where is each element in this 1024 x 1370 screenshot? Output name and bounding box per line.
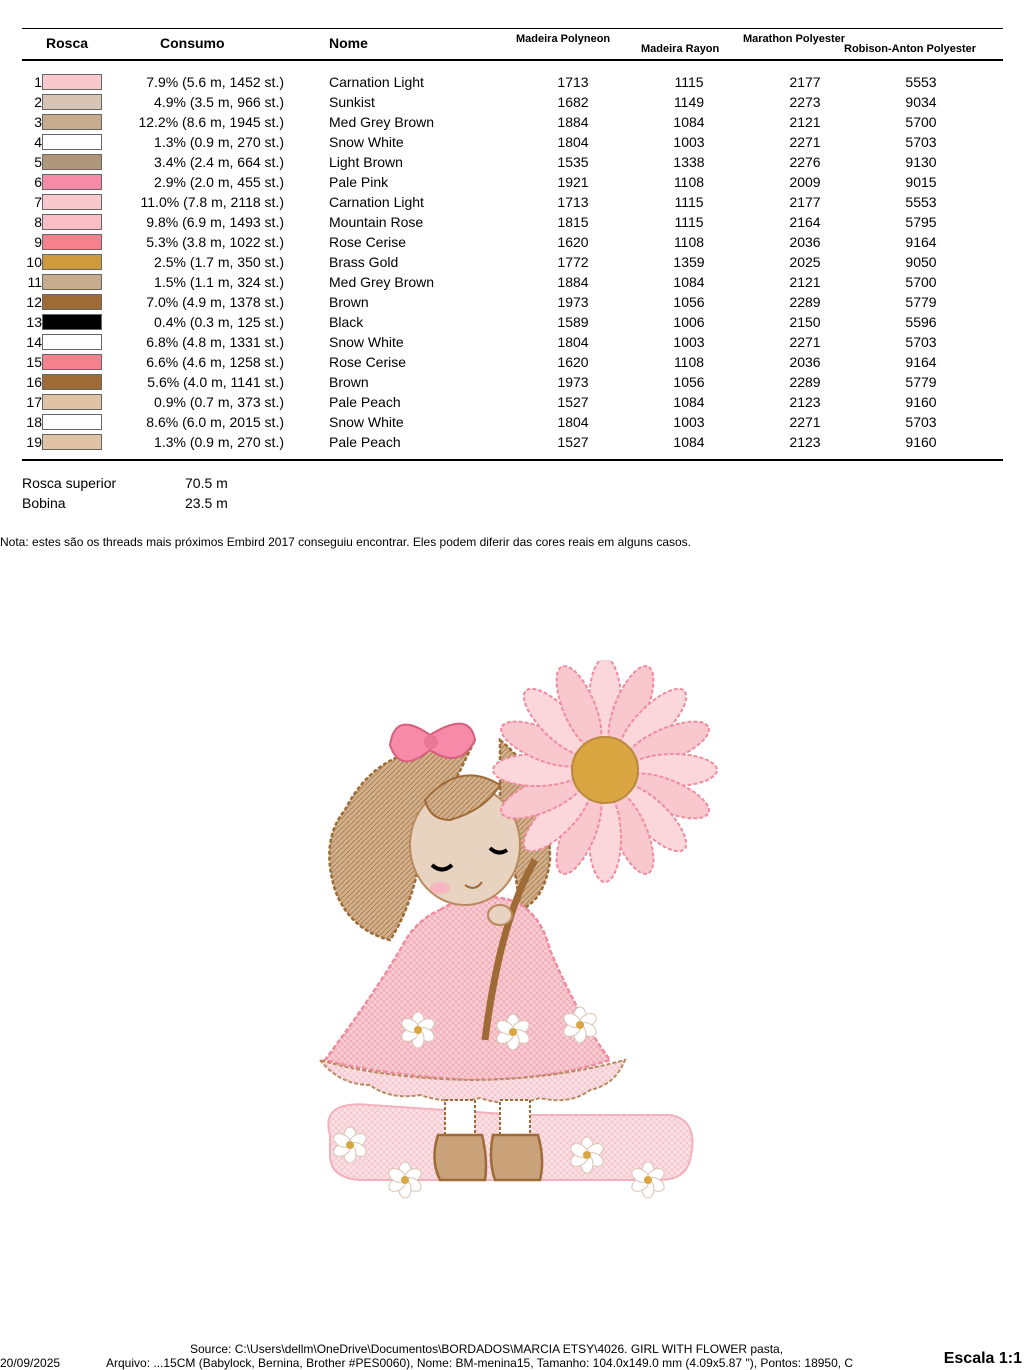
footer-source: Source: C:\Users\dellm\OneDrive\Documentos\BORDADOS\MARCIA ETSY\4026. GIRL WITH FLOWER pasta, [190, 1342, 784, 1356]
row-madeira-rayon: 1108 [673, 354, 705, 370]
row-nome: Med Grey Brown [329, 274, 435, 290]
table-row [0, 392, 1024, 412]
row-madeira-polyneon: 1921 [557, 174, 589, 190]
row-nome: Brass Gold [329, 254, 399, 270]
row-madeira-rayon: 1003 [673, 134, 705, 150]
table-row [0, 92, 1024, 112]
bobbin-value: 23.5 m [185, 495, 228, 511]
leg-left [445, 1100, 475, 1135]
row-madeira-polyneon: 1884 [557, 274, 589, 290]
row-madeira-rayon: 1115 [674, 74, 704, 90]
row-madeira-rayon: 1115 [674, 194, 704, 210]
row-madeira-rayon: 1084 [673, 274, 705, 290]
row-marathon: 2271 [789, 134, 821, 150]
row-madeira-rayon: 1108 [673, 174, 705, 190]
row-marathon: 2177 [789, 74, 821, 90]
color-swatch [42, 174, 102, 190]
table-row [0, 132, 1024, 152]
row-marathon: 2036 [789, 234, 821, 250]
row-marathon: 2009 [789, 174, 821, 190]
color-swatch [42, 154, 102, 170]
color-swatch [42, 254, 102, 270]
row-madeira-polyneon: 1527 [557, 434, 589, 450]
row-robison: 5795 [905, 214, 937, 230]
row-madeira-polyneon: 1620 [557, 354, 589, 370]
row-madeira-polyneon: 1713 [557, 74, 589, 90]
row-robison: 5779 [905, 294, 937, 310]
upper-thread-label: Rosca superior [22, 475, 117, 491]
row-number: 18 [26, 414, 42, 430]
row-robison: 9034 [905, 94, 937, 110]
shoe-right [491, 1135, 542, 1180]
header-madeira-rayon: Madeira Rayon [641, 43, 720, 55]
row-robison: 9160 [905, 434, 937, 450]
row-madeira-polyneon: 1527 [557, 394, 589, 410]
table-bottom-rule [22, 459, 1003, 461]
table-row [0, 292, 1024, 312]
thread-table-body [0, 72, 1024, 452]
header-madeira-polyneon: Madeira Polyneon [516, 33, 611, 45]
row-nome: Med Grey Brown [329, 114, 435, 130]
row-nome: Rose Cerise [329, 234, 407, 250]
row-madeira-polyneon: 1682 [557, 94, 589, 110]
row-marathon: 2177 [789, 194, 821, 210]
header-marathon-polyester: Marathon Polyester [743, 33, 846, 45]
row-madeira-polyneon: 1973 [557, 294, 589, 310]
row-marathon: 2273 [789, 94, 821, 110]
row-consumo: 2.5% (1.7 m, 350 st.) [154, 254, 284, 270]
row-marathon: 2276 [789, 154, 821, 170]
row-nome: Mountain Rose [329, 214, 424, 230]
header-rosca: Rosca [46, 35, 89, 51]
table-row [0, 232, 1024, 252]
row-number: 1 [34, 74, 42, 90]
row-nome: Light Brown [329, 154, 403, 170]
table-row [0, 332, 1024, 352]
row-robison: 5553 [905, 194, 937, 210]
row-consumo: 4.9% (3.5 m, 966 st.) [154, 94, 284, 110]
row-madeira-rayon: 1338 [673, 154, 705, 170]
row-robison: 9164 [905, 354, 937, 370]
table-row [0, 72, 1024, 92]
table-row [0, 172, 1024, 192]
row-number: 13 [26, 314, 42, 330]
table-row [0, 352, 1024, 372]
row-robison: 9160 [905, 394, 937, 410]
color-swatch [42, 414, 102, 430]
flower-center [572, 737, 638, 803]
header-robison-anton-polyester: Robison-Anton Polyester [844, 43, 977, 55]
color-swatch [42, 394, 102, 410]
row-number: 5 [34, 154, 42, 170]
upper-thread-value: 70.5 m [185, 475, 228, 491]
row-consumo: 5.3% (3.8 m, 1022 st.) [146, 234, 284, 250]
row-number: 3 [34, 114, 42, 130]
color-swatch [42, 134, 102, 150]
row-number: 2 [34, 94, 42, 110]
table-row [0, 432, 1024, 452]
table-row [0, 252, 1024, 272]
row-consumo: 9.8% (6.9 m, 1493 st.) [146, 214, 284, 230]
color-swatch [42, 94, 102, 110]
row-consumo: 0.9% (0.7 m, 373 st.) [154, 394, 284, 410]
color-swatch [42, 74, 102, 90]
row-marathon: 2271 [789, 334, 821, 350]
thread-note: Nota: estes são os threads mais próximos Embird 2017 conseguiu encontrar. Eles podem diferir das cores reais em alguns casos. [0, 535, 692, 549]
row-number: 15 [26, 354, 42, 370]
row-number: 10 [26, 254, 42, 270]
embroidery-preview [300, 660, 720, 1250]
table-row [0, 112, 1024, 132]
row-robison: 9164 [905, 234, 937, 250]
row-robison: 5703 [905, 134, 937, 150]
row-consumo: 11.0% (7.8 m, 2118 st.) [140, 194, 284, 210]
table-row [0, 312, 1024, 332]
row-number: 12 [26, 294, 42, 310]
row-madeira-rayon: 1115 [674, 214, 704, 230]
header-consumo: Consumo [160, 35, 225, 51]
row-madeira-rayon: 1084 [673, 114, 705, 130]
row-consumo: 7.0% (4.9 m, 1378 st.) [146, 294, 284, 310]
color-swatch [42, 274, 102, 290]
header-nome: Nome [329, 35, 368, 51]
table-header-rule [22, 59, 1003, 61]
row-madeira-rayon: 1006 [673, 314, 705, 330]
row-madeira-rayon: 1149 [673, 94, 705, 110]
row-number: 9 [34, 234, 42, 250]
footer-file-info: Arquivo: ...15CM (Babylock, Bernina, Brother #PES0060), Nome: BM-menina15, Tamanho: 104.0x149.0 mm (4.09x5.87 "), Pontos: 18950, C [106, 1356, 854, 1370]
row-robison: 5700 [905, 274, 937, 290]
row-number: 14 [26, 334, 42, 350]
row-madeira-polyneon: 1804 [557, 334, 589, 350]
row-marathon: 2289 [789, 374, 821, 390]
row-nome: Rose Cerise [329, 354, 407, 370]
row-madeira-polyneon: 1620 [557, 234, 589, 250]
bobbin-label: Bobina [22, 495, 66, 511]
row-madeira-rayon: 1359 [673, 254, 705, 270]
row-madeira-polyneon: 1772 [557, 254, 589, 270]
row-nome: Carnation Light [329, 194, 424, 210]
row-number: 4 [34, 134, 42, 150]
row-consumo: 8.6% (6.0 m, 2015 st.) [146, 414, 284, 430]
row-marathon: 2150 [789, 314, 821, 330]
row-madeira-rayon: 1084 [673, 434, 705, 450]
row-nome: Snow White [329, 334, 404, 350]
row-marathon: 2123 [789, 394, 821, 410]
color-swatch [42, 294, 102, 310]
row-marathon: 2121 [789, 114, 821, 130]
row-marathon: 2271 [789, 414, 821, 430]
row-consumo: 1.3% (0.9 m, 270 st.) [154, 134, 284, 150]
row-marathon: 2164 [789, 214, 821, 230]
row-marathon: 2123 [789, 434, 821, 450]
row-madeira-rayon: 1056 [673, 374, 705, 390]
row-number: 8 [34, 214, 42, 230]
color-swatch [42, 314, 102, 330]
row-robison: 9015 [905, 174, 937, 190]
row-number: 16 [26, 374, 42, 390]
row-marathon: 2025 [789, 254, 821, 270]
footer-date: 20/09/2025 [0, 1356, 61, 1370]
row-consumo: 2.9% (2.0 m, 455 st.) [154, 174, 284, 190]
leg-right [500, 1100, 530, 1135]
table-row [0, 272, 1024, 292]
row-madeira-rayon: 1003 [673, 414, 705, 430]
row-madeira-polyneon: 1884 [557, 114, 589, 130]
table-top-rule [22, 28, 1003, 29]
row-madeira-polyneon: 1589 [557, 314, 589, 330]
row-robison: 9050 [905, 254, 937, 270]
row-madeira-rayon: 1003 [673, 334, 705, 350]
row-robison: 5779 [905, 374, 937, 390]
row-robison: 5553 [905, 74, 937, 90]
row-madeira-polyneon: 1713 [557, 194, 589, 210]
row-robison: 5596 [905, 314, 937, 330]
color-swatch [42, 334, 102, 350]
row-madeira-polyneon: 1815 [557, 214, 589, 230]
row-marathon: 2036 [789, 354, 821, 370]
row-number: 17 [26, 394, 42, 410]
row-consumo: 6.6% (4.6 m, 1258 st.) [146, 354, 284, 370]
row-nome: Snow White [329, 134, 404, 150]
row-madeira-rayon: 1056 [673, 294, 705, 310]
color-swatch [42, 114, 102, 130]
row-madeira-polyneon: 1535 [557, 154, 589, 170]
row-consumo: 6.8% (4.8 m, 1331 st.) [146, 334, 284, 350]
table-row [0, 192, 1024, 212]
color-swatch [42, 434, 102, 450]
table-row [0, 212, 1024, 232]
row-nome: Pale Peach [329, 394, 401, 410]
row-number: 19 [26, 434, 42, 450]
row-number: 7 [34, 194, 42, 210]
row-nome: Carnation Light [329, 74, 424, 90]
row-madeira-polyneon: 1804 [557, 134, 589, 150]
row-madeira-rayon: 1084 [673, 394, 705, 410]
row-number: 11 [27, 274, 42, 290]
row-marathon: 2121 [789, 274, 821, 290]
row-consumo: 3.4% (2.4 m, 664 st.) [154, 154, 284, 170]
row-madeira-polyneon: 1804 [557, 414, 589, 430]
row-consumo: 7.9% (5.6 m, 1452 st.) [146, 74, 284, 90]
table-row [0, 412, 1024, 432]
table-row [0, 152, 1024, 172]
footer-scale: Escala 1:1 [943, 1350, 1022, 1367]
color-swatch [42, 354, 102, 370]
row-nome: Brown [329, 294, 369, 310]
row-robison: 5703 [905, 334, 937, 350]
row-nome: Pale Pink [329, 174, 389, 190]
row-nome: Black [329, 314, 364, 330]
color-swatch [42, 214, 102, 230]
row-consumo: 12.2% (8.6 m, 1945 st.) [138, 114, 284, 130]
row-number: 6 [34, 174, 42, 190]
row-madeira-polyneon: 1973 [557, 374, 589, 390]
row-nome: Brown [329, 374, 369, 390]
row-robison: 5700 [905, 114, 937, 130]
row-consumo: 5.6% (4.0 m, 1141 st.) [147, 374, 284, 390]
color-swatch [42, 194, 102, 210]
row-nome: Pale Peach [329, 434, 401, 450]
row-nome: Snow White [329, 414, 404, 430]
hand [488, 905, 512, 925]
row-marathon: 2289 [789, 294, 821, 310]
row-robison: 5703 [905, 414, 937, 430]
color-swatch [42, 374, 102, 390]
color-swatch [42, 234, 102, 250]
row-nome: Sunkist [329, 94, 375, 110]
table-row [0, 372, 1024, 392]
row-consumo: 0.4% (0.3 m, 125 st.) [154, 314, 284, 330]
shoe-left [434, 1135, 486, 1180]
row-consumo: 1.5% (1.1 m, 324 st.) [154, 274, 284, 290]
row-madeira-rayon: 1108 [673, 234, 705, 250]
row-consumo: 1.3% (0.9 m, 270 st.) [154, 434, 284, 450]
row-robison: 9130 [905, 154, 937, 170]
